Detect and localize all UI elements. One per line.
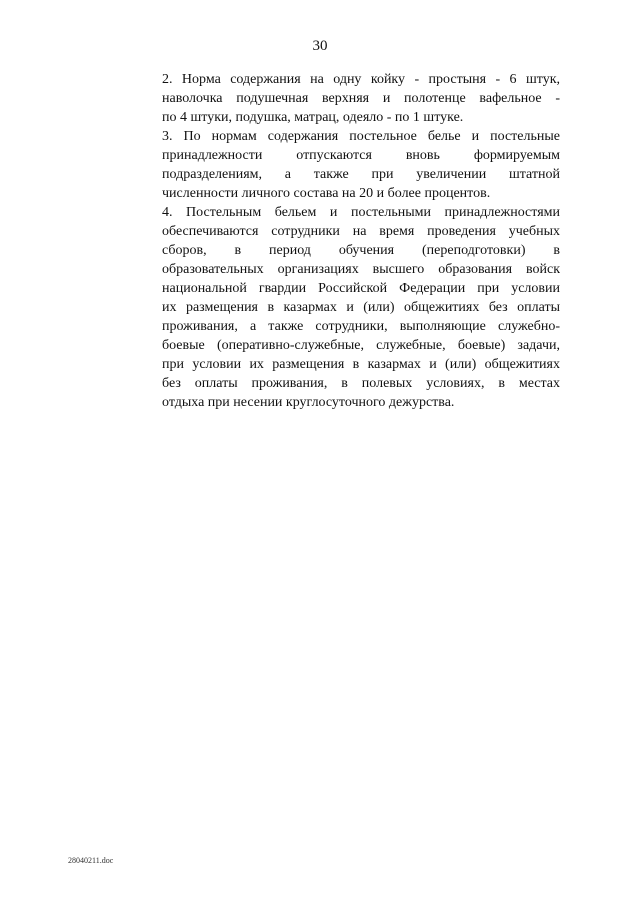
text-line: образовательных организациях высшего образования войск xyxy=(162,262,560,277)
text-line: национальной гвардии Российской Федерации при условии xyxy=(162,281,560,296)
text-line: 2. Норма содержания на одну койку - простыня - 6 штук, xyxy=(162,72,560,87)
text-line: боевые (оперативно-служебные, служебные, боевые) задачи, xyxy=(162,338,560,353)
text-line: отдыха при несении круглосуточного дежурства. xyxy=(162,395,455,410)
paragraph-4 xyxy=(162,203,560,412)
document-file-code: 28040211.doc xyxy=(68,856,114,865)
text-line: принадлежности отпускаются вновь формируемым xyxy=(162,148,560,163)
text-line: при условии их размещения в казармах и (или) общежитиях xyxy=(162,357,560,372)
text-line: сборов, в период обучения (переподготовки) в xyxy=(162,243,560,258)
text-line: наволочка подушечная верхняя и полотенце вафельное - xyxy=(162,91,560,106)
text-line: проживания, а также сотрудники, выполняющие служебно- xyxy=(162,319,560,334)
paragraph-3 xyxy=(162,127,560,203)
text-line: обеспечиваются сотрудники на время проведения учебных xyxy=(162,224,560,239)
text-line: численности личного состава на 20 и более процентов. xyxy=(162,186,491,201)
text-line: подразделениям, а также при увеличении штатной xyxy=(162,167,560,182)
page-number: 30 xyxy=(312,38,328,54)
text-line: их размещения в казармах и (или) общежитиях без оплаты xyxy=(162,300,560,315)
text-line: по 4 штуки, подушка, матрац, одеяло - по 1 штуке. xyxy=(162,110,464,125)
text-line: 4. Постельным бельем и постельными принадлежностями xyxy=(162,205,560,220)
text-line: без оплаты проживания, в полевых условиях, в местах xyxy=(162,376,560,391)
document-body xyxy=(162,70,560,412)
text-line: 3. По нормам содержания постельное белье и постельные xyxy=(162,129,560,144)
paragraph-2 xyxy=(162,70,560,127)
